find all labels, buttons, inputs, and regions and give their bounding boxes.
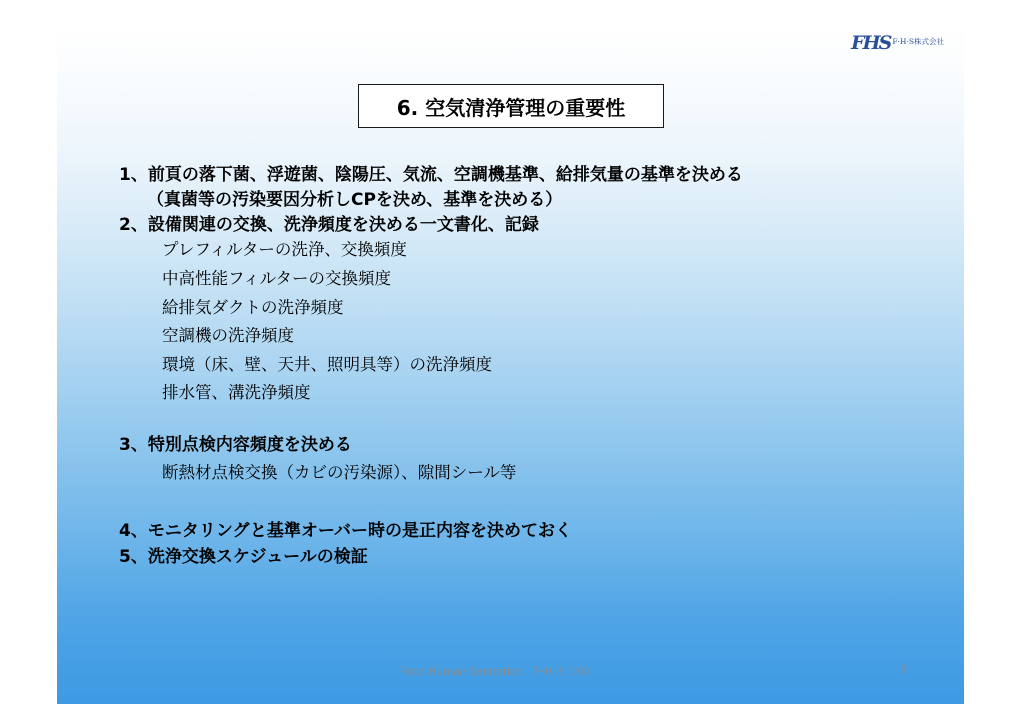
- item-5: 5、洗浄交換スケジュールの検証: [119, 547, 368, 567]
- item-2: 2、設備関連の交換、洗浄頻度を決める一文書化、記録: [119, 215, 539, 235]
- slide: [57, 22, 964, 704]
- item-2-sub-6: 排水管、溝洗浄頻度: [162, 383, 311, 402]
- footer-text: Food Human Sanitation F･H･S（株）: [400, 666, 597, 678]
- item-1-note: （真菌等の汚染要因分析しCPを決め、基準を決める）: [147, 190, 563, 210]
- item-3-sub-1: 断熱材点検交換（カビの汚染源）、隙間シール等: [162, 463, 517, 482]
- item-3: 3、特別点検内容頻度を決める: [119, 435, 352, 455]
- page-number: 9: [900, 664, 907, 676]
- slide-title: 6. 空気清浄管理の重要性: [358, 84, 664, 128]
- item-2-sub-4: 空調機の洗浄頻度: [162, 326, 294, 345]
- logo-company-name: F·H·S株式会社: [892, 36, 944, 46]
- item-1: 1、前頁の落下菌、浮遊菌、陰陽圧、気流、空調機基準、給排気量の基準を決める: [119, 165, 743, 185]
- item-2-sub-5: 環境（床、壁、天井、照明具等）の洗浄頻度: [162, 355, 492, 374]
- item-4: 4、モニタリングと基準オーバー時の是正内容を決めておく: [119, 521, 572, 541]
- logo-mark: FHS: [851, 32, 891, 54]
- company-logo: [851, 32, 944, 54]
- item-2-sub-2: 中高性能フィルターの交換頻度: [162, 269, 392, 288]
- item-2-sub-1: プレフィルターの洗浄、交換頻度: [162, 240, 407, 259]
- item-2-sub-3: 給排気ダクトの洗浄頻度: [162, 298, 344, 317]
